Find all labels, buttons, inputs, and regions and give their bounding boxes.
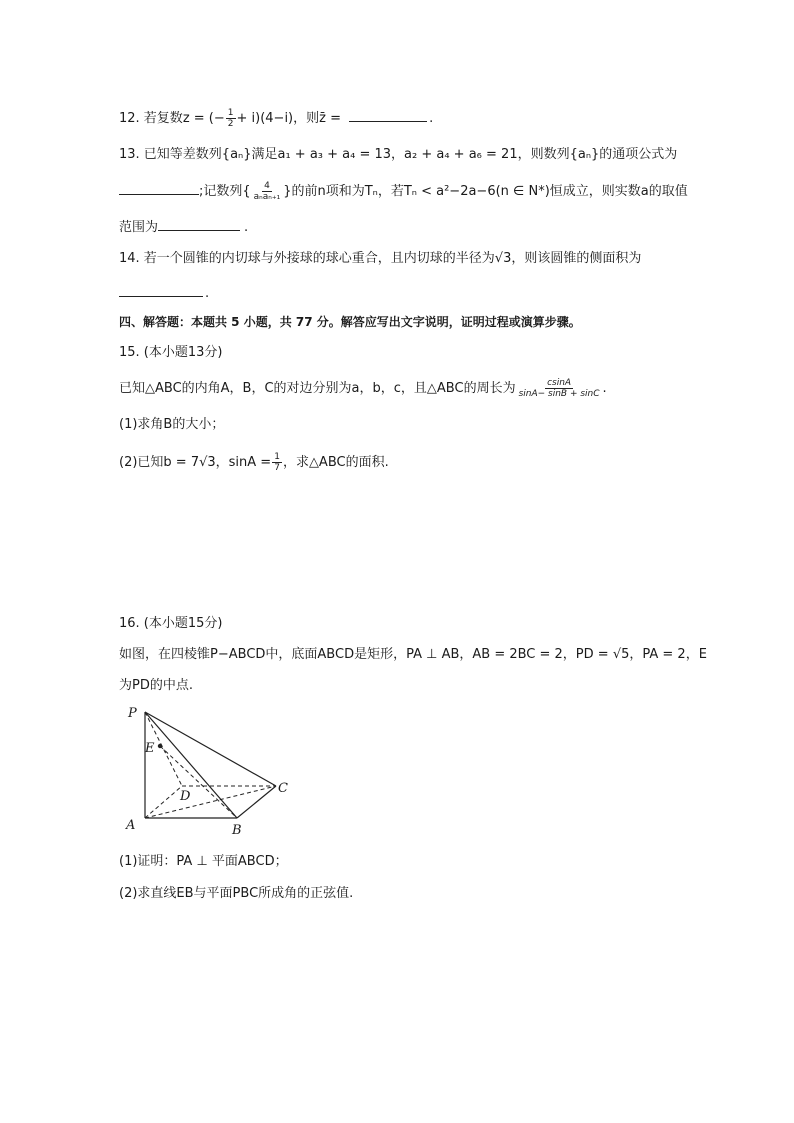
pyramid-figure	[122, 700, 294, 840]
question-12	[119, 107, 433, 129]
question-14-line2	[119, 282, 209, 304]
q15-part2-num: 1	[274, 452, 280, 462]
q15-frac-den: sinA− sinB + sinC	[518, 389, 600, 399]
q12-expr-start: z = (−	[182, 111, 225, 126]
question-13-line1	[119, 145, 677, 165]
q16-stem2: 为PD的中点.	[119, 678, 193, 693]
q16-header: 16. (本小题15分)	[119, 616, 223, 631]
section-4-title: 四、解答题：本题共 5 小题，共 77 分。解答应写出文字说明，证明过程或演算步骤。	[119, 315, 581, 329]
question-13-line3	[119, 216, 248, 238]
q12-prefix: 12. 若复数	[119, 111, 183, 126]
q15-stem	[119, 378, 607, 399]
q12-frac-den: 2	[227, 119, 234, 129]
q15-part2-fraction	[272, 452, 282, 473]
q13-line3: 范围为	[119, 220, 159, 235]
q13-line2-a: ;记数列{	[199, 184, 251, 199]
q14-line1: 14. 若一个圆锥的内切球与外接球的球心重合，且内切球的半径为√3，则该圆锥的侧面积为	[119, 251, 642, 266]
q15-fraction	[517, 378, 602, 399]
q13-fraction	[252, 181, 283, 202]
q16-part2: (2)求直线EB与平面PBC所成角的正弦值.	[119, 886, 354, 901]
label-E: E	[145, 741, 155, 756]
q15-header: 15. (本小题13分)	[119, 345, 223, 360]
label-C: C	[278, 781, 288, 796]
q13-frac-den: aₙaₙ₊₁	[253, 192, 281, 202]
label-D: D	[180, 789, 191, 804]
q13-line1: 13. 已知等差数列{aₙ}满足a₁ + a₃ + a₄ = 13，a₂ + a₄ + a₆ = 21，则数列{aₙ}的通项公式为	[119, 147, 678, 162]
q15-frac-num: csinA	[547, 378, 572, 388]
q16-stem1: 如图，在四棱锥P−ABCD中，底面ABCD是矩形，PA ⊥ AB，AB = 2BC = 2，PD = √5，PA = 2，E	[119, 647, 707, 662]
edge-PB	[145, 712, 237, 818]
pyramid-diagram	[122, 700, 294, 840]
q12-expr-end: + i)(4−i)，则z̄ =	[236, 111, 341, 126]
label-P: P	[128, 706, 137, 721]
q12-answer-blank[interactable]	[349, 107, 427, 122]
q12-end: .	[429, 111, 434, 126]
edge-AD	[145, 786, 182, 818]
edge-PC	[145, 712, 276, 786]
q15-stem-end: .	[602, 381, 607, 396]
q13-answer-blank-2[interactable]	[158, 216, 240, 231]
q15-part1: (1)求角B的大小；	[119, 417, 225, 432]
q15-part2-den: 7	[274, 463, 280, 473]
q15-part2-a: (2)已知b = 7√3，sinA =	[119, 455, 272, 470]
q14-end: .	[205, 286, 210, 301]
q14-answer-blank[interactable]	[119, 282, 203, 297]
q12-fraction	[226, 108, 236, 129]
q15-part2	[119, 452, 389, 473]
q13-frac-num: 4	[264, 181, 270, 191]
question-13-line2	[119, 180, 688, 202]
q16-part1: (1)证明：PA ⊥ 平面ABCD；	[119, 854, 288, 869]
question-14-line1	[119, 249, 641, 269]
point-E	[158, 744, 162, 748]
label-A: A	[126, 818, 136, 833]
q13-answer-blank-1[interactable]	[119, 180, 199, 195]
q15-part2-b: ，求△ABC的面积.	[282, 455, 389, 470]
q15-stem-a: 已知△ABC的内角A，B，C的对边分别为a，b，c，且△ABC的周长为	[119, 381, 516, 396]
q13-line2-b: }的前n项和为Tₙ，若Tₙ < a²−2a−6(n ∈ N*)恒成立，则实数a的取值	[283, 184, 688, 199]
q13-line3-end: .	[244, 220, 249, 235]
q12-frac-num: 1	[227, 108, 234, 118]
label-B: B	[232, 823, 242, 838]
